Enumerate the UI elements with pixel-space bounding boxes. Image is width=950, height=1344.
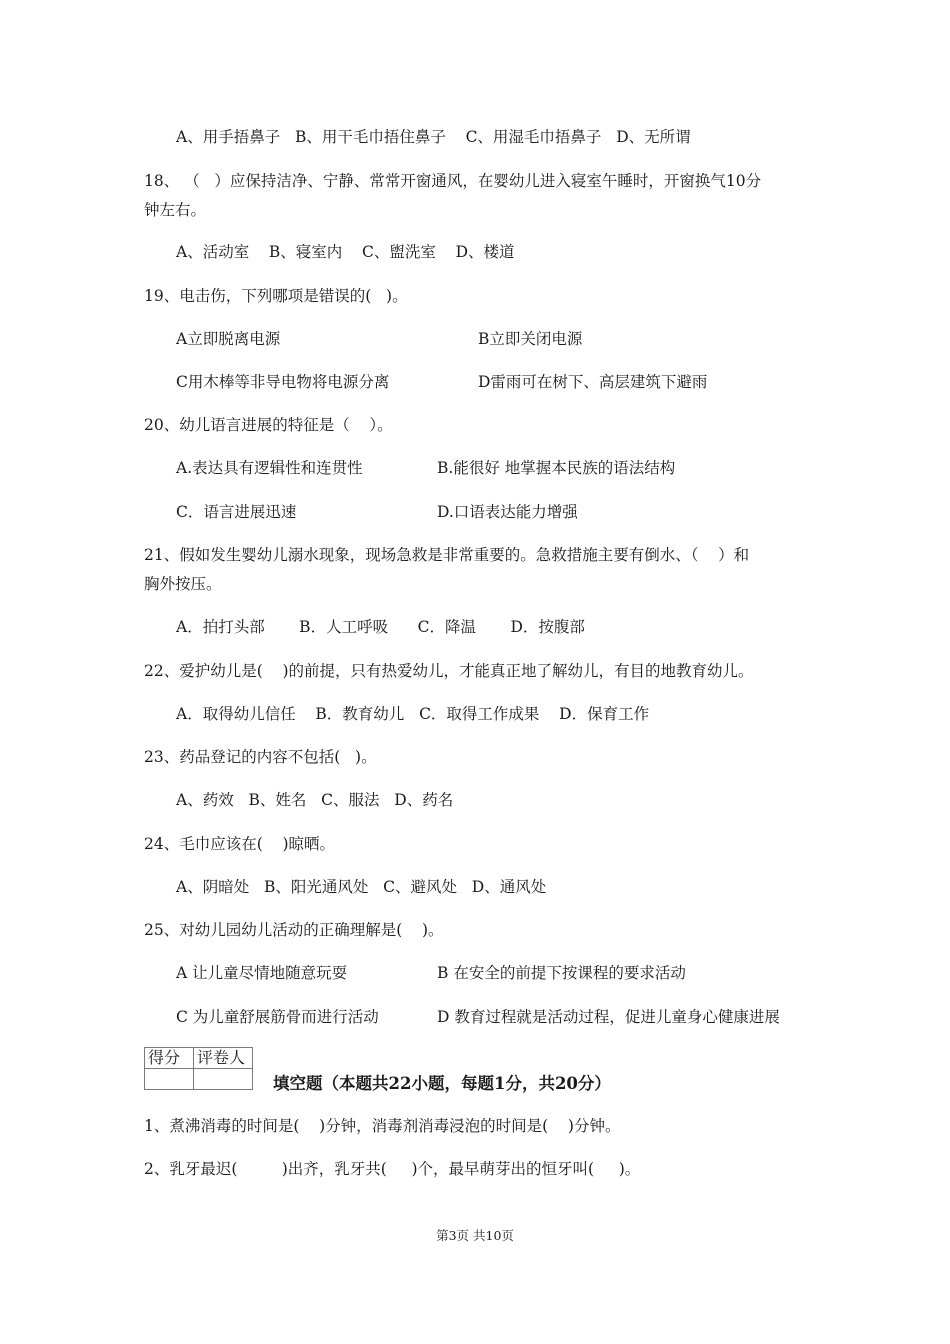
section-title: 填空题（本题共22小题，每题1分，共20分） xyxy=(273,1074,611,1093)
q25-option-d: D 教育过程就是活动过程，促进儿童身心健康进展 xyxy=(437,1008,780,1026)
q25-stem: 25、对幼儿园幼儿活动的正确理解是( )。 xyxy=(144,921,444,939)
q24-stem: 24、毛巾应该在( )晾晒。 xyxy=(144,835,336,853)
q21-options: A．拍打头部 B．人工呼吸 C．降温 D．按腹部 xyxy=(176,618,585,636)
q21-stem-line2: 胸外按压。 xyxy=(144,575,222,593)
q18-options: A、活动室 B、寝室内 C、盥洗室 D、楼道 xyxy=(176,243,515,261)
page-number-footer: 第3页 共10页 xyxy=(436,1228,514,1243)
q18-stem-line2: 钟左右。 xyxy=(144,201,207,219)
q20-option-a: A.表达具有逻辑性和连贯性 xyxy=(176,459,363,477)
q17-options: A、用手捂鼻子 B、用干毛巾捂住鼻子 C、用湿毛巾捂鼻子 D、无所谓 xyxy=(176,128,691,146)
q19-option-a: A立即脱离电源 xyxy=(176,330,281,348)
q24-options: A、阴暗处 B、阳光通风处 C、避风处 D、通风处 xyxy=(176,878,547,896)
q19-stem: 19、电击伤，下列哪项是错误的( )。 xyxy=(144,287,408,305)
q22-options: A．取得幼儿信任 B．教育幼儿 C．取得工作成果 D．保育工作 xyxy=(176,705,650,723)
q20-option-d: D.口语表达能力增强 xyxy=(437,503,578,521)
fill-question-1: 1、煮沸消毒的时间是( )分钟，消毒剂消毒浸泡的时间是( )分钟。 xyxy=(144,1117,621,1135)
fill-question-2: 2、乳牙最迟( )出齐，乳牙共( )个，最早萌芽出的恒牙叫( )。 xyxy=(144,1160,641,1178)
q20-option-b: B.能很好 地掌握本民族的语法结构 xyxy=(437,459,676,477)
q19-option-c: C用木棒等非导电物将电源分离 xyxy=(176,373,390,391)
q25-option-c: C 为儿童舒展筋骨而进行活动 xyxy=(176,1008,379,1026)
score-label: 得分 xyxy=(145,1048,194,1069)
q21-stem-line1: 21、假如发生婴幼儿溺水现象，现场急救是非常重要的。急救措施主要有倒水、（ ）和 xyxy=(144,546,750,564)
grader-label: 评卷人 xyxy=(194,1048,253,1069)
q22-stem: 22、爱护幼儿是( )的前提，只有热爱幼儿，才能真正地了解幼儿，有目的地教育幼儿。 xyxy=(144,662,754,680)
q20-option-c: C．语言进展迅速 xyxy=(176,503,297,521)
score-box xyxy=(144,1047,253,1090)
q19-option-b: B立即关闭电源 xyxy=(478,330,583,348)
score-cell xyxy=(145,1069,194,1090)
q20-stem: 20、幼儿语言进展的特征是（ ）。 xyxy=(144,416,393,434)
q25-option-b: B 在安全的前提下按课程的要求活动 xyxy=(437,964,686,982)
q19-option-d: D雷雨可在树下、高层建筑下避雨 xyxy=(478,373,708,391)
q23-stem: 23、药品登记的内容不包括( )。 xyxy=(144,748,377,766)
grader-cell xyxy=(194,1069,253,1090)
q18-stem-line1: 18、 （ ）应保持洁净、宁静、常常开窗通风，在婴幼儿进入寝室午睡时，开窗换气10分 xyxy=(144,172,762,190)
q23-options: A、药效 B、姓名 C、服法 D、药名 xyxy=(176,791,454,809)
q25-option-a: A 让儿童尽情地随意玩耍 xyxy=(176,964,348,982)
